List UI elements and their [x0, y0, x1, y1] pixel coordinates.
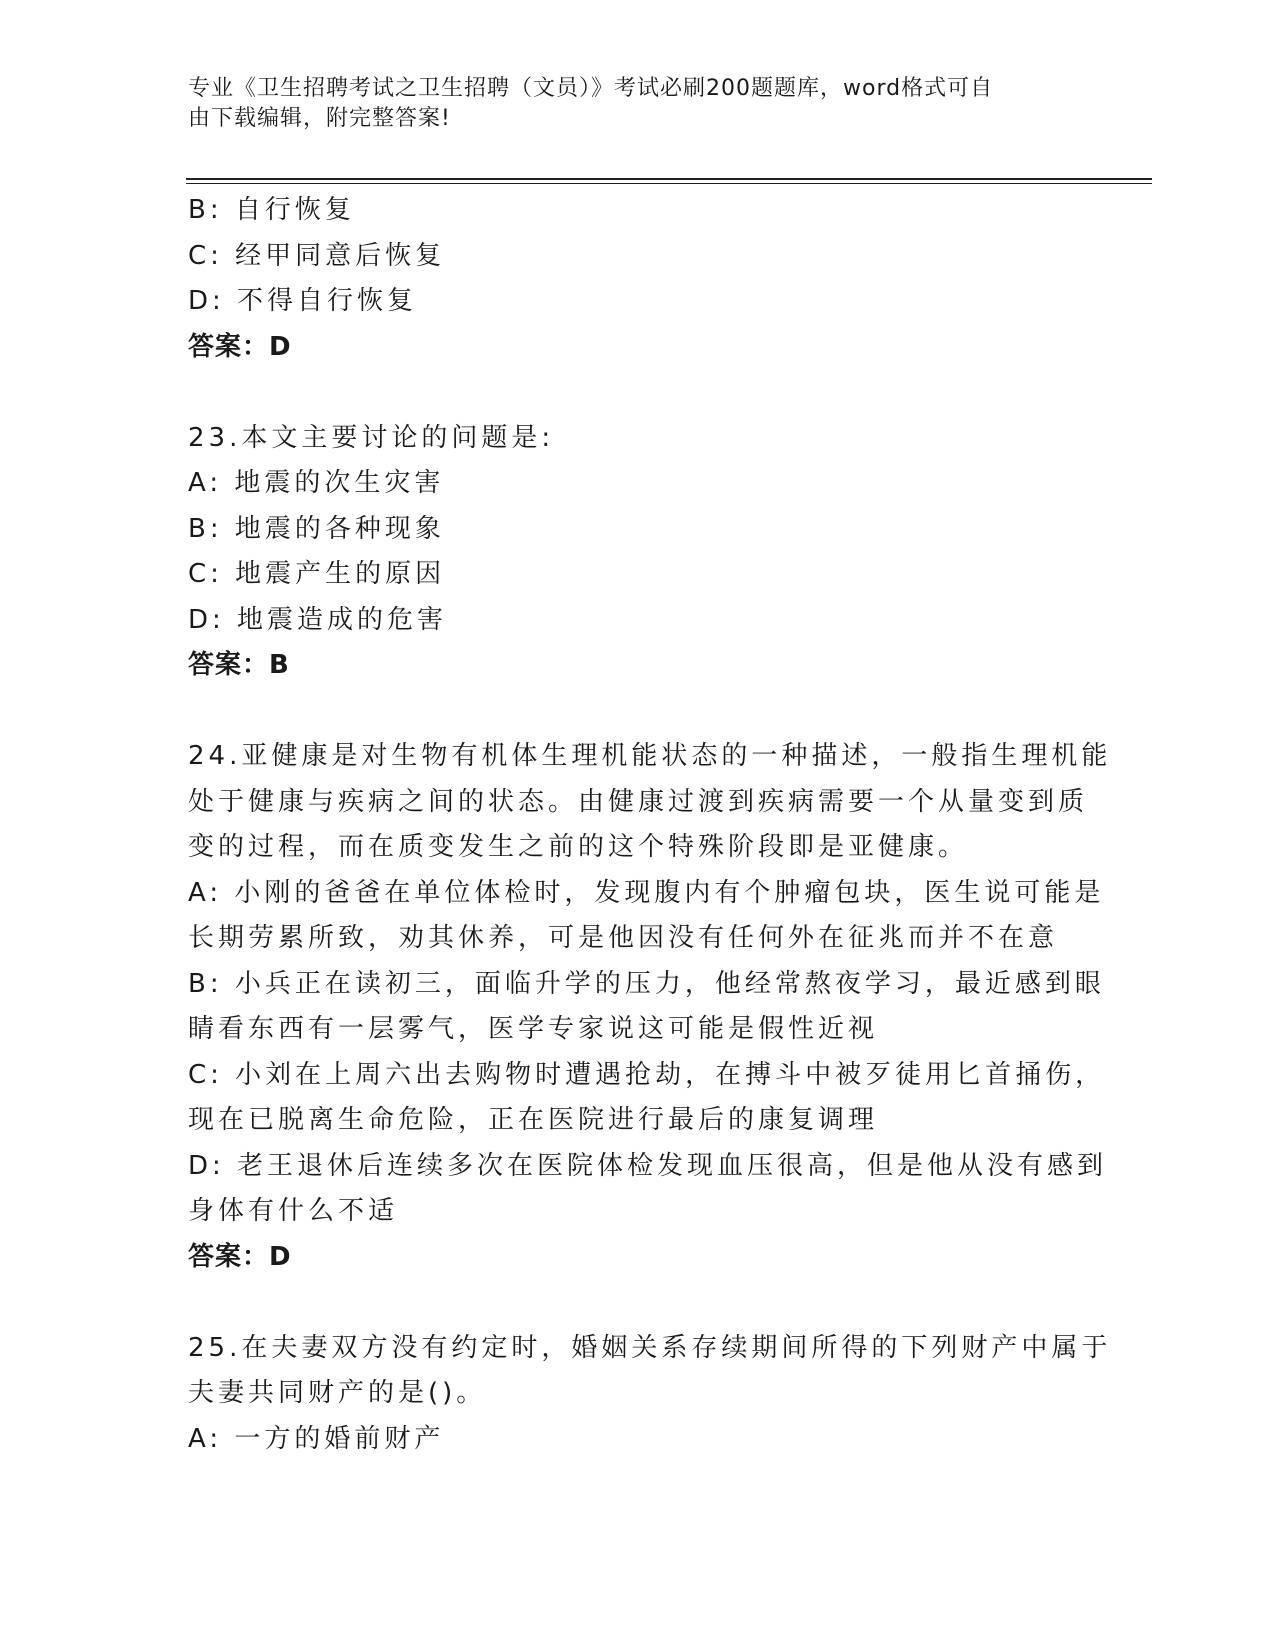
question-stem-line: 25.在夫妻双方没有约定时，婚姻关系存续期间所得的下列财产中属于 — [188, 1332, 1112, 1363]
option-a-line: 长期劳累所致，劝其休养，可是他因没有任何外在征兆而并不在意 — [188, 923, 1059, 953]
question-stem: 23.本文主要讨论的问题是: — [188, 422, 555, 453]
option-d-line: D: 老王退休后连续多次在医院体检发现血压很高，但是他从没有感到 — [188, 1150, 1108, 1181]
answer-label: 答案：B — [188, 650, 290, 680]
option-b-line: 睛看东西有一层雾气，医学专家说这可能是假性近视 — [188, 1014, 879, 1044]
header-line-1: 专业《卫生招聘考试之卫生招聘（文员）》考试必刷200题题库，word格式可自 — [188, 76, 994, 101]
option-b-line: B: 小兵正在读初三，面临升学的压力，他经常熬夜学习，最近感到眼 — [188, 968, 1105, 999]
option-c-line: 现在已脱离生命危险，正在医院进行最后的康复调理 — [188, 1105, 879, 1135]
option-b: B: 自行恢复 — [188, 195, 355, 225]
question-24 — [188, 734, 1112, 1280]
option-c-line: C: 小刘在上周六出去购物时遭遇抢劫，在搏斗中被歹徒用匕首捅伤， — [188, 1059, 1106, 1090]
question-25 — [188, 1326, 1112, 1463]
header-divider-thick — [186, 178, 1152, 180]
header-divider-thin — [186, 183, 1152, 184]
header-line-2: 由下载编辑，附完整答案! — [188, 106, 451, 131]
spacer — [188, 370, 1088, 416]
question-stem-line: 处于健康与疾病之间的状态。由健康过渡到疾病需要一个从量变到质 — [188, 786, 1089, 817]
option-c: C: 地震产生的原因 — [188, 559, 446, 589]
question-stem-line: 夫妻共同财产的是()。 — [188, 1378, 487, 1408]
question-23 — [188, 416, 1088, 689]
option-c: C: 经甲同意后恢复 — [188, 240, 446, 271]
question-content — [188, 188, 1112, 1462]
option-a-line: A: 小刚的爸爸在单位体检时，发现腹内有个肿瘤包块，医生说可能是 — [188, 877, 1105, 908]
option-d: D: 不得自行恢复 — [188, 286, 418, 316]
answer-label: 答案：D — [188, 1241, 292, 1272]
option-a: A: 地震的次生灾害 — [188, 468, 445, 498]
option-d: D: 地震造成的危害 — [188, 604, 448, 635]
question-22-tail — [188, 188, 1088, 370]
question-stem-line: 变的过程，而在质变发生之前的这个特殊阶段即是亚健康。 — [188, 832, 969, 862]
document-header — [188, 74, 1068, 134]
answer-label: 答案：D — [188, 331, 292, 362]
question-stem-line: 24.亚健康是对生物有机体生理机能状态的一种描述，一般指生理机能 — [188, 741, 1112, 771]
option-d-line: 身体有什么不适 — [188, 1196, 399, 1226]
spacer — [188, 1280, 1088, 1326]
spacer — [188, 689, 1088, 735]
option-a: A: 一方的婚前财产 — [188, 1423, 445, 1454]
option-b: B: 地震的各种现象 — [188, 513, 445, 544]
